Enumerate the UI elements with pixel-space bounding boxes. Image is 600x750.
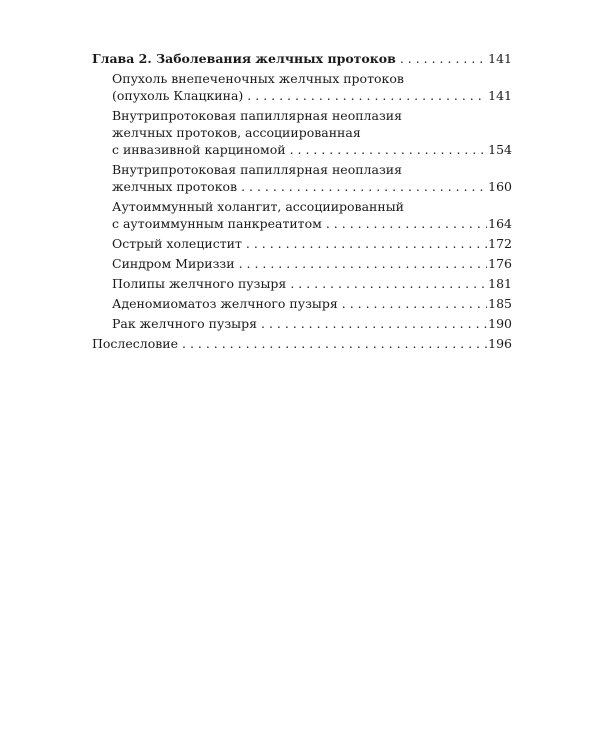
toc-entry-gallbladder-polyps[interactable]: [92, 275, 512, 292]
toc-leader-dots: [342, 295, 487, 312]
table-of-contents: [92, 50, 512, 355]
toc-afterword-title: Послесловие: [92, 336, 178, 351]
toc-entry-line: Опухоль внепеченочных желчных протоков: [112, 71, 404, 86]
toc-leader-dots: [261, 315, 487, 332]
toc-leader-dots: [290, 141, 488, 158]
toc-page-number: 196: [488, 336, 512, 351]
toc-entry-mirizzi-syndrome[interactable]: [92, 255, 512, 272]
toc-entry-line: (опухоль Клацкина): [112, 88, 244, 103]
toc-leader-dots: [400, 50, 487, 67]
toc-entry-line: с инвазивной карциномой: [112, 142, 286, 157]
toc-leader-dots: [246, 235, 487, 252]
toc-entry-line: Рак желчного пузыря: [112, 316, 257, 331]
toc-entry-line: Полипы желчного пузыря: [112, 276, 287, 291]
toc-page-number: 160: [488, 179, 512, 194]
toc-page-number: 181: [488, 276, 512, 291]
toc-leader-dots: [241, 178, 487, 195]
toc-page-number: 172: [488, 236, 512, 251]
toc-page-number: 176: [488, 256, 512, 271]
toc-entry-line: желчных протоков: [112, 179, 238, 194]
toc-entry-klatskin-tumor[interactable]: [92, 70, 512, 104]
toc-entry-line: Синдром Мириззи: [112, 256, 235, 271]
toc-page-number: 154: [488, 142, 512, 157]
toc-entry-line: Внутрипротоковая папиллярная неоплазия: [112, 108, 402, 123]
toc-entry-line: Аутоиммунный холангит, ассоциированный: [112, 199, 404, 214]
toc-page-number: 164: [488, 216, 512, 231]
toc-entry-adenomyomatosis[interactable]: [92, 295, 512, 312]
toc-entry-gallbladder-cancer[interactable]: [92, 315, 512, 332]
toc-leader-dots: [239, 255, 488, 272]
toc-entry-line: Внутрипротоковая папиллярная неоплазия: [112, 162, 402, 177]
toc-page-number: 190: [488, 316, 512, 331]
toc-entry-line: Аденомиоматоз желчного пузыря: [112, 296, 338, 311]
toc-afterword[interactable]: [92, 335, 512, 352]
toc-leader-dots: [290, 275, 487, 292]
toc-page-number: 185: [488, 296, 512, 311]
toc-page-number: 141: [488, 88, 512, 103]
toc-entry-line: желчных протоков, ассоциированная: [112, 125, 361, 140]
toc-leader-dots: [326, 215, 487, 232]
toc-entry-line: Острый холецистит: [112, 236, 242, 251]
toc-entry-autoimmune-cholangitis[interactable]: [92, 198, 512, 232]
toc-chapter-2[interactable]: [92, 50, 512, 67]
toc-leader-dots: [182, 335, 487, 352]
toc-chapter-title: Глава 2. Заболевания желчных протоков: [92, 51, 396, 66]
toc-entry-ipnb[interactable]: [92, 161, 512, 195]
toc-leader-dots: [247, 87, 487, 104]
toc-entry-ipnb-invasive[interactable]: [92, 107, 512, 158]
toc-page-number: 141: [488, 51, 512, 66]
toc-entry-line: с аутоиммунным панкреатитом: [112, 216, 322, 231]
toc-entry-acute-cholecystitis[interactable]: [92, 235, 512, 252]
